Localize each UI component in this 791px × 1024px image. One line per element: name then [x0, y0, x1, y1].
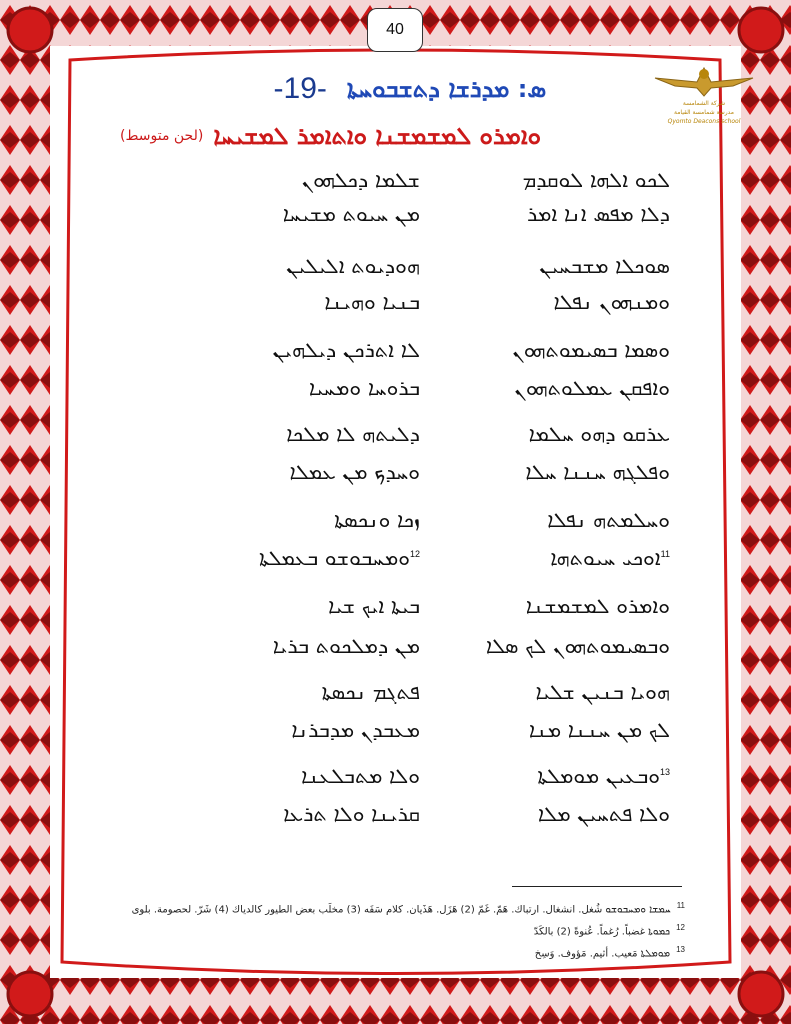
- verse-text-right: ܗܘܝܐ ܒܢܝܢ ܫܠܝܐ: [535, 680, 670, 704]
- verse-text-right: ܘܚܠܡܬܗ ܢܦܠܐ: [547, 508, 670, 532]
- logo-line-3: Qyomto Deacons school: [667, 118, 741, 125]
- verse-row: [150, 594, 670, 630]
- logo-line-1: شركة الشمامسة: [682, 100, 726, 107]
- verse-row: [150, 802, 670, 838]
- footnote: [105, 896, 685, 918]
- verse-text-left: ܫܠܡܐ ܕܟܠܗܘܢ: [301, 168, 420, 192]
- verse-text-left: ܒܢܝܐ ܘܗܝܢܐ: [324, 290, 420, 314]
- verse-text: ܐܘܟܝ ܚܝܘܬܗܐ: [550, 546, 661, 570]
- verse-row: [150, 508, 670, 544]
- verse-text-right: ܘܡܢܗܘܢ ܢܦܠܐ: [553, 290, 670, 314]
- verse-row: [150, 290, 670, 326]
- footnotes: [105, 896, 685, 962]
- verse-row: [150, 718, 670, 754]
- verse-row: [150, 546, 670, 582]
- verse-text-right: ܘܦܠܓܗ ܚܢܢܐ ܚܠܐ: [525, 460, 670, 484]
- verse-text-right: ܣܘܟܠܐ ܡܫܒܚܝܢ: [539, 254, 670, 278]
- footnote-divider: [512, 886, 682, 887]
- footnote-number: 11: [676, 901, 685, 910]
- verse-text-right: ܘܣܡܐ ܒܣܝܡܘܬܗܘܢ: [512, 338, 670, 362]
- verse-text-right: ܘܒܣܝܡܘܬܗܘܢ ܠܟ ܣܠܐ: [485, 634, 670, 658]
- verse-row: [150, 764, 670, 800]
- verse-text-right: ܘܐܦܩܢ ܥܡܠܘܬܗܘܢ: [514, 376, 670, 400]
- verse-text-left: ܘܚܕܟ ܡܢ ܥܡܠܐ: [289, 460, 420, 484]
- verse-text-left: ܘܠܐ ܡܬܒܠܥܢܐ: [301, 764, 420, 788]
- verse-text: ܘܒܥܝܢ ܡܘܡܠܬܐ: [537, 764, 660, 788]
- verse-row: [150, 460, 670, 496]
- verse-text: ܘܡܚܒܘܫܘ ܒܥܡܠܬܐ: [259, 546, 410, 570]
- footnote-marker: 13: [659, 767, 670, 777]
- verse-text-left: [200, 546, 420, 571]
- verse-text-right: ܘܐܡܪܘ ܠܡܫܡܫܢܐ: [525, 594, 670, 618]
- verse-text-left: ܕܠܝܬܗ ܠܐ ܡܠܟܐ: [286, 422, 420, 446]
- verse-text-right: ܕܠܐ ܡܦܣ ܐܢܐ ܐܡܪ: [526, 202, 670, 226]
- footnote-marker: 12: [409, 549, 420, 559]
- verse-row: [150, 680, 670, 716]
- verse-text-right: ܥܪܩܘ ܕܗܘ ܚܠܡܐ: [528, 422, 670, 446]
- footnote-number: 13: [676, 945, 685, 954]
- footnote-text: ܚܡܫܐ ܘܡܚܒܘܫܘ شُغل. انشغال. ارتباك. هَمّ. غَمّ (2) هَزَل. هَذَيان. كلام سَفَه (3) مخلَب بعض الطيور كالدياك (4) شَرّ. لحصومة. بلوى: [131, 904, 671, 916]
- verse-text-left: ܠܐ ܐܬܪܟܢ ܕܝܠܗܝܢ: [272, 338, 420, 362]
- verse-row: [150, 254, 670, 290]
- verse-text-right: ܘܠܐ ܦܬܚܝܢ ܡܠܐ: [537, 802, 670, 826]
- footnote-number: 12: [676, 923, 685, 932]
- logo-line-2: مدرسة شمامسة القيامة: [673, 109, 735, 116]
- verse-row: [150, 376, 670, 412]
- melody-note: (لحن متوسط): [120, 128, 204, 144]
- verse-text-right: [450, 546, 670, 571]
- footnote-text: ܡܘܡܠܬܐ مَعيب. أثيم. مَؤوف. وَسِخ: [534, 948, 671, 960]
- verse-row: [150, 338, 670, 374]
- page-number: [367, 8, 423, 52]
- footnote: [105, 940, 685, 962]
- verse-row: [150, 634, 670, 670]
- verse-text-left: ܩܪܝܢܐ ܘܠܐ ܬܪܥܐ: [283, 802, 420, 826]
- verse-text-right: [450, 764, 670, 789]
- footnote-marker: 11: [660, 549, 670, 559]
- footnote-text: ܟܡܘܬܐ غضباً. رُغماً. عُنوةً (2) بالكَدّ: [533, 926, 671, 938]
- verse-row: [150, 168, 670, 204]
- hymn-heading: [120, 118, 690, 154]
- verse-text-left: ܡܢ ܕܡܠܟܘܬ ܒܪܝܐ: [272, 634, 420, 658]
- verse-text-left: ܦܬܓܡ ܢܟܣܬܐ: [321, 680, 420, 704]
- hymn-title: ܘܐܡܪܘ ܠܡܫܡܫܢܐ ܘܐܬܐܡܪ ܠܡܫܝܚܐ: [213, 122, 541, 150]
- verse-text-left: ܒܝܬܐ ܐܝܟ ܫܝܐ: [328, 594, 420, 618]
- verse-text-left: ܡܥܒܕܢ ܡܕܒܪܢܐ: [291, 718, 420, 742]
- verse-text-right: ܠܟܘ ܐܠܗܐ ܠܘܩܕܡ: [522, 168, 670, 192]
- verse-text-left: ܙܟܐ ܘܢܟܣܬܐ: [334, 508, 420, 532]
- verse-text-left: ܒܪܘܚܐ ܘܡܚܝܐ: [308, 376, 420, 400]
- verse-row: [150, 422, 670, 458]
- section-title-syriac: ܣ: ܡܕܪܫܐ ܕܬܫܒܘܚܬܐ: [346, 75, 547, 103]
- footnote: [105, 918, 685, 940]
- verse-text-right: ܠܟ ܡܢ ܚܢܢܐ ܡܢܐ: [528, 718, 670, 742]
- verse-text-left: ܡܢ ܚܝܘܬ ܡܫܝܚܐ: [282, 202, 420, 226]
- section-number: -19-: [273, 72, 327, 105]
- verse-row: [150, 202, 670, 238]
- winged-emblem-icon: [645, 64, 763, 98]
- section-title: [200, 66, 620, 112]
- verse-text-left: ܗܘܕܝܘܬ ܐܠܝܠܝܢ: [286, 254, 420, 278]
- page-number-text: 40: [386, 21, 404, 38]
